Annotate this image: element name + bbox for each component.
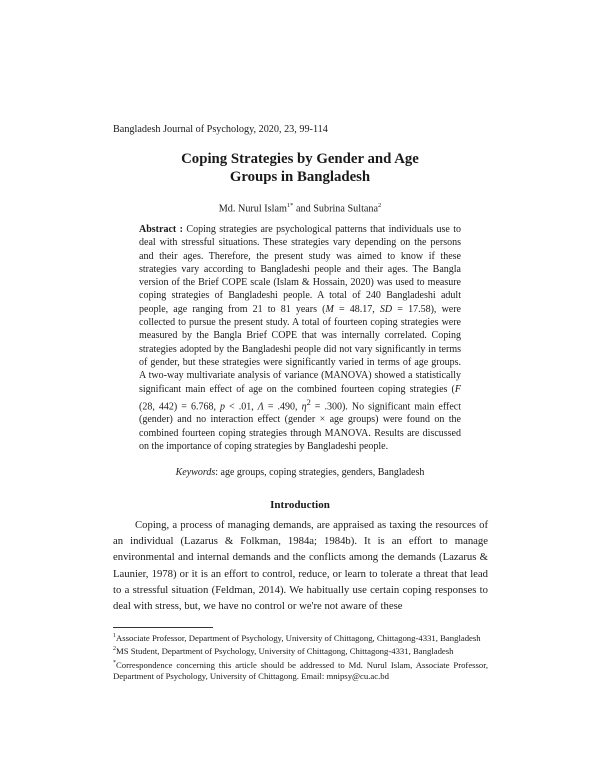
abstract-text-6: = .490, xyxy=(263,401,302,413)
footnote-1-text: Associate Professor, Department of Psychology, University of Chittagong, Chittagong-4331, Bangladesh xyxy=(116,632,481,643)
author-2-marker: 2 xyxy=(378,202,382,209)
introduction-paragraph: Coping, a process of managing demands, are appraised as taxing the resources of an individual (Lazarus & Folkman, 1984a; 1984b). It is an effort to manage environmental and internal demands and the conflicts among the demands (Lazarus & Launier, 1978) or it is an effort to control, reduce, or learn to tolerate a threat that lead to a stressful situation (Feldman, 2014). We habitually use certain coping responses to deal with stress, but, we have no control or we're not aware of these xyxy=(113,519,488,613)
footnote-3-marker: * xyxy=(113,659,116,666)
mean-symbol: M xyxy=(325,303,334,315)
title-line-1: Coping Strategies by Gender and Age xyxy=(181,151,419,167)
footnote-divider xyxy=(113,627,213,628)
paper-title xyxy=(0,150,600,186)
footnote-3 xyxy=(113,658,488,683)
abstract-text-1: Coping strategies are psychological patterns that individuals use to deal with stressful situations. These strategies vary depending on the persons and their ages. Therefore, the present study was aimed to know if these strategies vary according to Bangladeshi people and their ages. The Bangla version of the Brief COPE scale (Islam & Hossain, 2020) was used to measure coping strategies of Bangladeshi people. A total of 240 Bangladeshi adult people, age ranging from 21 to 81 years ( xyxy=(139,224,462,315)
author-1-name: Md. Nurul Islam xyxy=(218,203,287,215)
abstract-text-3: = 17.58), were collected to pursue the present study. A total of fourteen coping strategies were measured by the Bangla Brief COPE that was internally correlated. Coping strategies adopted by the Bangladeshi people did not vary significantly in terms of gender, but these strategies were significantly varied in terms of age groups. A two-way multivariate analysis of variance (MANOVA) showed a statistically significant main effect of age on the combined fourteen coping strategies ( xyxy=(139,303,461,395)
footnote-1-marker: 1 xyxy=(113,633,116,639)
abstract xyxy=(139,223,461,453)
footnote-2 xyxy=(113,644,488,657)
author-1-marker: 1* xyxy=(286,202,294,209)
keywords-line xyxy=(0,467,600,478)
author-join: and xyxy=(293,203,314,215)
footnote-2-marker: 2 xyxy=(113,646,116,653)
keywords-text: : age groups, coping strategies, genders, Bangladesh xyxy=(215,467,425,478)
introduction-heading: Introduction xyxy=(270,499,330,511)
sd-symbol: SD xyxy=(379,303,393,315)
footnote-2-text: MS Student, Department of Psychology, University of Chittagong, Chittagong-4331, Bangladesh xyxy=(116,646,454,657)
eta-symbol: η xyxy=(301,401,307,413)
f-symbol: F xyxy=(454,383,461,395)
abstract-text-7: = .300). No significant main effect (gender) and no interaction effect (gender × age groups) were found on the combined fourteen coping strategies through MANOVA. Results are discussed on the importance of coping strategies by Bangladeshi people. xyxy=(139,401,461,453)
keywords-label: Keywords xyxy=(175,467,216,478)
journal-citation: Bangladesh Journal of Psychology, 2020, 23, 99-114 xyxy=(113,124,328,135)
abstract-text-4: (28, 442) = 6.768, xyxy=(139,401,220,413)
abstract-text-5: < .01, xyxy=(224,401,258,413)
footnote-3-text: Correspondence concerning this article should be addressed to Md. Nurul Islam, Associate Professor, Department of Psychology, University of Chittagong. Email: mnipsy@cu.ac.bd xyxy=(113,659,488,681)
eta-superscript: 2 xyxy=(306,397,311,407)
footnotes xyxy=(113,631,488,682)
lambda-symbol: Λ xyxy=(257,401,264,413)
author-2-name: Subrina Sultana xyxy=(313,203,379,215)
title-line-2: Groups in Bangladesh xyxy=(229,169,371,185)
footnote-1 xyxy=(113,631,488,644)
abstract-label: Abstract : xyxy=(139,224,183,235)
author-line xyxy=(0,202,600,214)
abstract-text-2: = 48.17, xyxy=(333,303,380,315)
p-symbol: p xyxy=(219,401,225,413)
